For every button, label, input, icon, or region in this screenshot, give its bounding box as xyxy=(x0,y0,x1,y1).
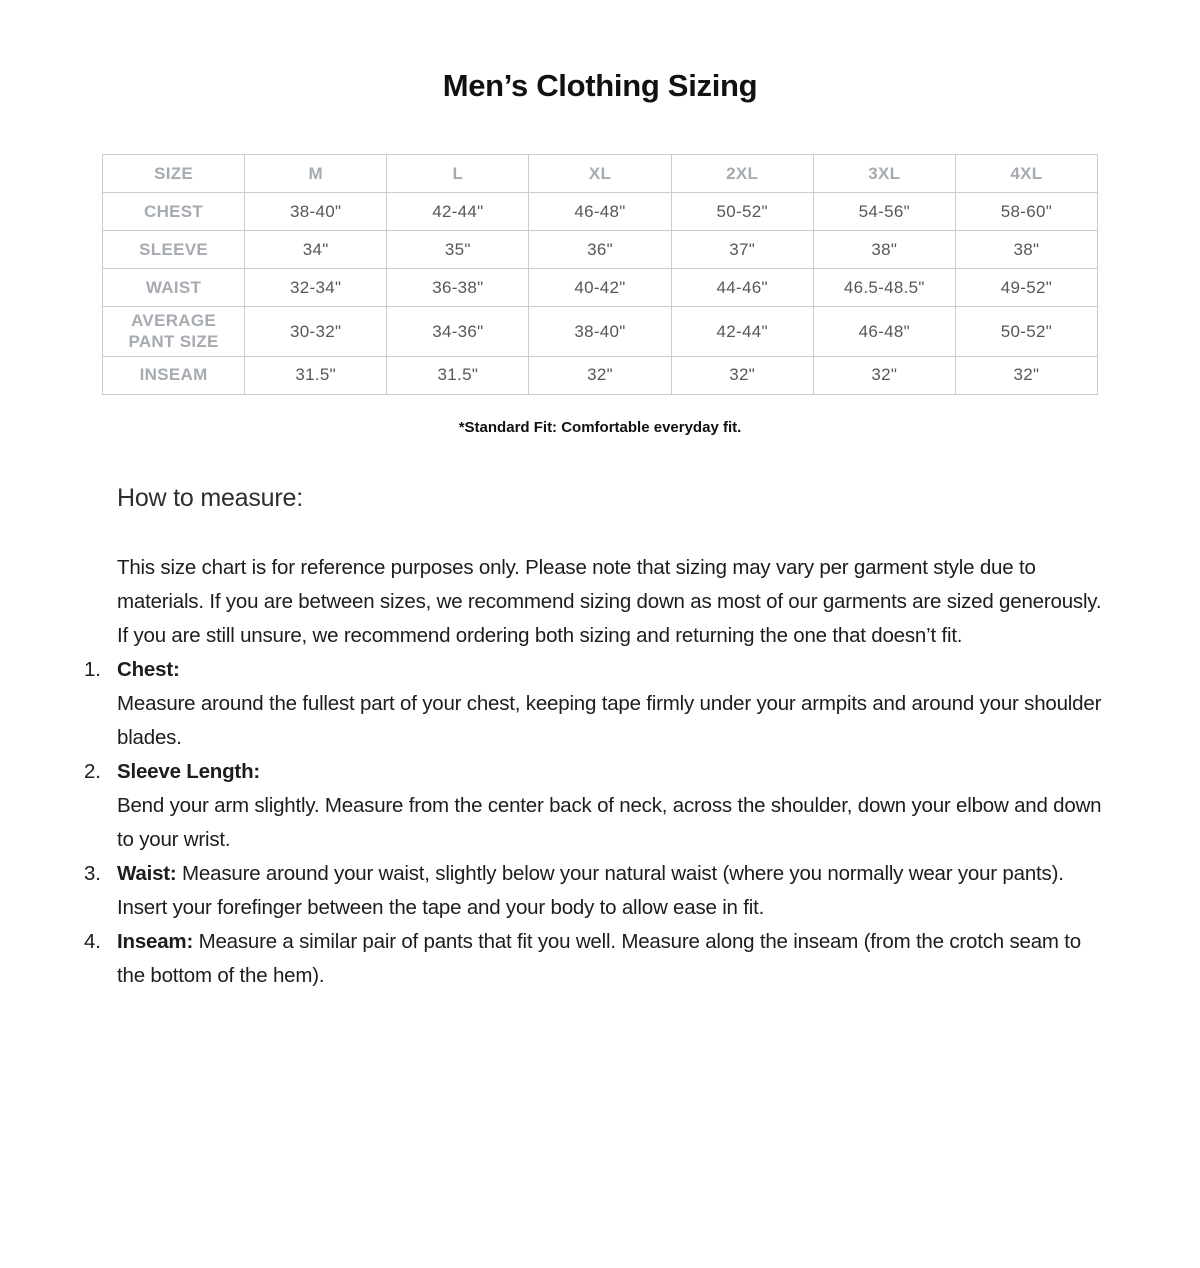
step-label: Chest: xyxy=(117,657,180,681)
measure-step xyxy=(84,857,1108,925)
step-label: Sleeve Length: xyxy=(117,759,261,783)
size-value-cell: 32" xyxy=(529,356,671,394)
size-value-cell: 38-40" xyxy=(529,307,671,357)
table-row xyxy=(103,231,1098,269)
size-value-cell: 42-44" xyxy=(387,193,529,231)
page-title: Men’s Clothing Sizing xyxy=(442,68,758,103)
size-value-cell: 34" xyxy=(245,231,387,269)
size-value-cell: 58-60" xyxy=(955,193,1097,231)
row-label: WAIST xyxy=(103,269,245,307)
size-value-cell: 31.5" xyxy=(387,356,529,394)
size-value-cell: 46-48" xyxy=(529,193,671,231)
size-value-cell: 54-56" xyxy=(813,193,955,231)
column-header: 2XL xyxy=(671,155,813,193)
size-value-cell: 32-34" xyxy=(245,269,387,307)
size-value-cell: 37" xyxy=(671,231,813,269)
column-header: 3XL xyxy=(813,155,955,193)
size-table-header-row xyxy=(103,155,1098,193)
step-content xyxy=(117,653,1108,755)
size-value-cell: 50-52" xyxy=(955,307,1097,357)
size-chart-table xyxy=(102,154,1098,395)
size-value-cell: 35" xyxy=(387,231,529,269)
column-header: L xyxy=(387,155,529,193)
row-label: INSEAM xyxy=(103,356,245,394)
step-text: Bend your arm slightly. Measure from the center back of neck, across the shoulder, down your elbow and down to your wrist. xyxy=(117,793,1102,851)
step-content: Inseam: Measure a similar pair of pants that fit you well. Measure along the inseam (from the crotch seam to the bottom of the hem). xyxy=(117,929,1081,987)
size-value-cell: 36" xyxy=(529,231,671,269)
step-label: Waist: xyxy=(117,861,177,885)
sizing-disclaimer-paragraph: This size chart is for reference purposes only. Please note that sizing may vary per garment style due to materials. If you are between sizes, we recommend sizing down as most of our garments are sized generously. If you are still unsure, we recommend ordering both sizing and returning the one that doesn’t fit. xyxy=(117,555,1102,647)
row-label: AVERAGE PANT SIZE xyxy=(103,307,245,357)
how-to-measure-heading: How to measure: xyxy=(117,483,303,512)
step-number: 1. xyxy=(84,657,101,681)
size-value-cell: 50-52" xyxy=(671,193,813,231)
size-value-cell: 49-52" xyxy=(955,269,1097,307)
size-value-cell: 46.5-48.5" xyxy=(813,269,955,307)
measure-step xyxy=(84,925,1108,993)
step-content: Waist: Measure around your waist, slightly below your natural waist (where you normally wear your pants). Insert your forefinger between the tape and your body to allow ease in fit. xyxy=(117,861,1064,919)
sizing-document xyxy=(0,68,1200,1268)
column-header: M xyxy=(245,155,387,193)
measure-step xyxy=(84,755,1108,857)
size-value-cell: 44-46" xyxy=(671,269,813,307)
column-header: SIZE xyxy=(103,155,245,193)
table-row xyxy=(103,269,1098,307)
size-value-cell: 30-32" xyxy=(245,307,387,357)
table-row xyxy=(103,356,1098,394)
size-value-cell: 36-38" xyxy=(387,269,529,307)
size-value-cell: 46-48" xyxy=(813,307,955,357)
step-text: Measure around the fullest part of your chest, keeping tape firmly under your armpits and around your shoulder blades. xyxy=(117,691,1102,749)
size-value-cell: 31.5" xyxy=(245,356,387,394)
row-label: CHEST xyxy=(103,193,245,231)
step-label: Inseam: xyxy=(117,929,194,953)
size-value-cell: 38" xyxy=(955,231,1097,269)
size-table-body xyxy=(103,193,1098,395)
step-number: 3. xyxy=(84,861,101,885)
size-value-cell: 32" xyxy=(813,356,955,394)
column-header: XL xyxy=(529,155,671,193)
standard-fit-footnote: *Standard Fit: Comfortable everyday fit. xyxy=(458,418,742,436)
size-value-cell: 34-36" xyxy=(387,307,529,357)
step-number: 4. xyxy=(84,929,101,953)
step-number: 2. xyxy=(84,759,101,783)
size-value-cell: 40-42" xyxy=(529,269,671,307)
size-value-cell: 42-44" xyxy=(671,307,813,357)
size-value-cell: 32" xyxy=(671,356,813,394)
measure-steps xyxy=(84,653,1108,993)
table-row xyxy=(103,307,1098,357)
size-value-cell: 38-40" xyxy=(245,193,387,231)
table-row xyxy=(103,193,1098,231)
step-content xyxy=(117,755,1108,857)
column-header: 4XL xyxy=(955,155,1097,193)
size-value-cell: 32" xyxy=(955,356,1097,394)
measure-step xyxy=(84,653,1108,755)
size-value-cell: 38" xyxy=(813,231,955,269)
row-label: SLEEVE xyxy=(103,231,245,269)
